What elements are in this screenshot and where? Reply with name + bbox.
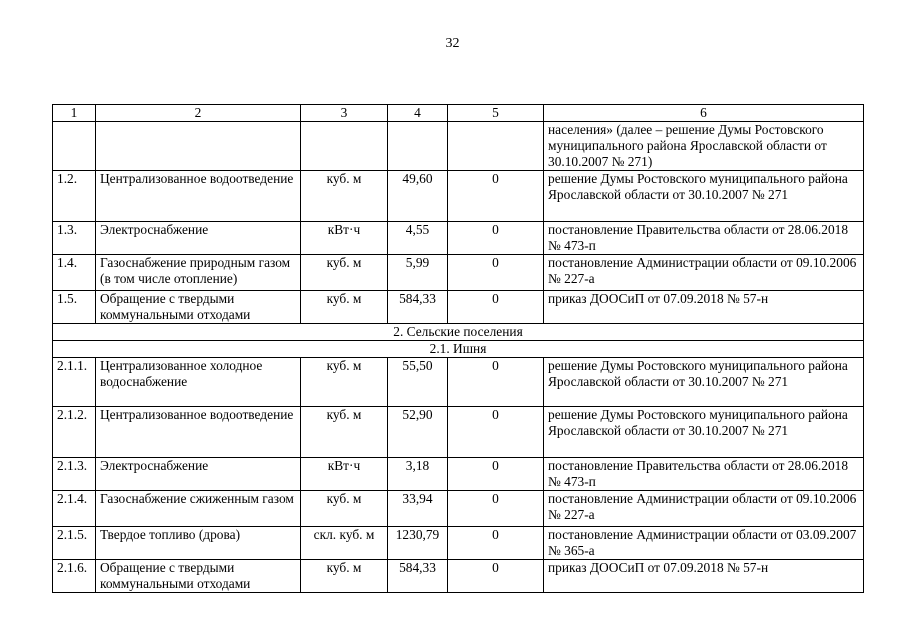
legal-basis: приказ ДООСиП от 07.09.2018 № 57-н (544, 291, 864, 324)
zero-value: 0 (448, 358, 544, 407)
service-name: Централизованное водоотведение (96, 407, 301, 458)
service-name: Обращение с твердыми коммунальными отходами (96, 560, 301, 593)
legal-basis: постановление Администрации области от 09.10.2006 № 227-а (544, 491, 864, 527)
page-number: 32 (445, 36, 460, 51)
service-name: Централизованное холодное водоснабжение (96, 358, 301, 407)
legal-basis: постановление Правительства области от 28.06.2018 № 473-п (544, 458, 864, 491)
row-number: 1.3. (53, 222, 96, 255)
legal-basis: населения» (далее – решение Думы Ростовского муниципального района Ярославской области от 30.10.2007 № 271) (544, 122, 864, 171)
subsection-title-row (53, 341, 864, 358)
unit (301, 122, 388, 171)
service-name: Электроснабжение (96, 458, 301, 491)
row-number: 2.1.1. (53, 358, 96, 407)
table-row (53, 291, 864, 324)
section-title-row (53, 324, 864, 341)
unit: куб. м (301, 491, 388, 527)
table-row (53, 560, 864, 593)
zero-value: 0 (448, 458, 544, 491)
column-number: 4 (388, 105, 448, 122)
unit: куб. м (301, 407, 388, 458)
unit: куб. м (301, 560, 388, 593)
unit: куб. м (301, 291, 388, 324)
value: 52,90 (388, 407, 448, 458)
unit: кВт·ч (301, 222, 388, 255)
zero-value: 0 (448, 255, 544, 291)
unit: скл. куб. м (301, 527, 388, 560)
legal-basis: приказ ДООСиП от 07.09.2018 № 57-н (544, 560, 864, 593)
zero-value (448, 122, 544, 171)
value: 5,99 (388, 255, 448, 291)
zero-value: 0 (448, 222, 544, 255)
table-row (53, 527, 864, 560)
column-number: 3 (301, 105, 388, 122)
unit: куб. м (301, 255, 388, 291)
column-number-row (53, 105, 864, 122)
legal-basis: решение Думы Ростовского муниципального района Ярославской области от 30.10.2007 № 271 (544, 171, 864, 222)
row-number: 2.1.4. (53, 491, 96, 527)
row-number: 1.2. (53, 171, 96, 222)
service-name: Централизованное водоотведение (96, 171, 301, 222)
table-row (53, 171, 864, 222)
value: 584,33 (388, 560, 448, 593)
service-name: Твердое топливо (дрова) (96, 527, 301, 560)
zero-value: 0 (448, 491, 544, 527)
column-number: 1 (53, 105, 96, 122)
row-number: 1.5. (53, 291, 96, 324)
service-name: Газоснабжение природным газом (в том числе отопление) (96, 255, 301, 291)
zero-value: 0 (448, 407, 544, 458)
value: 3,18 (388, 458, 448, 491)
zero-value: 0 (448, 171, 544, 222)
legal-basis: решение Думы Ростовского муниципального района Ярославской области от 30.10.2007 № 271 (544, 407, 864, 458)
row-number: 2.1.3. (53, 458, 96, 491)
column-number: 2 (96, 105, 301, 122)
unit: куб. м (301, 358, 388, 407)
table-row (53, 458, 864, 491)
column-number: 6 (544, 105, 864, 122)
table-row (53, 222, 864, 255)
row-number (53, 122, 96, 171)
legal-basis: решение Думы Ростовского муниципального района Ярославской области от 30.10.2007 № 271 (544, 358, 864, 407)
value: 55,50 (388, 358, 448, 407)
value: 33,94 (388, 491, 448, 527)
service-name: Электроснабжение (96, 222, 301, 255)
table-row (53, 255, 864, 291)
zero-value: 0 (448, 527, 544, 560)
table-row (53, 491, 864, 527)
table-row (53, 407, 864, 458)
value: 584,33 (388, 291, 448, 324)
legal-basis: постановление Правительства области от 28.06.2018 № 473-п (544, 222, 864, 255)
service-name: Газоснабжение сжиженным газом (96, 491, 301, 527)
subsection-title: 2.1. Ишня (53, 341, 864, 358)
table-row (53, 358, 864, 407)
column-number: 5 (448, 105, 544, 122)
service-name: Обращение с твердыми коммунальными отходами (96, 291, 301, 324)
legal-basis: постановление Администрации области от 09.10.2006 № 227-а (544, 255, 864, 291)
zero-value: 0 (448, 560, 544, 593)
section-title: 2. Сельские поселения (53, 324, 864, 341)
value (388, 122, 448, 171)
table-row (53, 122, 864, 171)
value: 4,55 (388, 222, 448, 255)
value: 49,60 (388, 171, 448, 222)
row-number: 2.1.6. (53, 560, 96, 593)
value: 1230,79 (388, 527, 448, 560)
zero-value: 0 (448, 291, 544, 324)
row-number: 2.1.2. (53, 407, 96, 458)
row-number: 2.1.5. (53, 527, 96, 560)
unit: кВт·ч (301, 458, 388, 491)
legal-basis: постановление Администрации области от 03.09.2007 № 365-а (544, 527, 864, 560)
unit: куб. м (301, 171, 388, 222)
row-number: 1.4. (53, 255, 96, 291)
service-name (96, 122, 301, 171)
tariff-table (52, 104, 864, 593)
